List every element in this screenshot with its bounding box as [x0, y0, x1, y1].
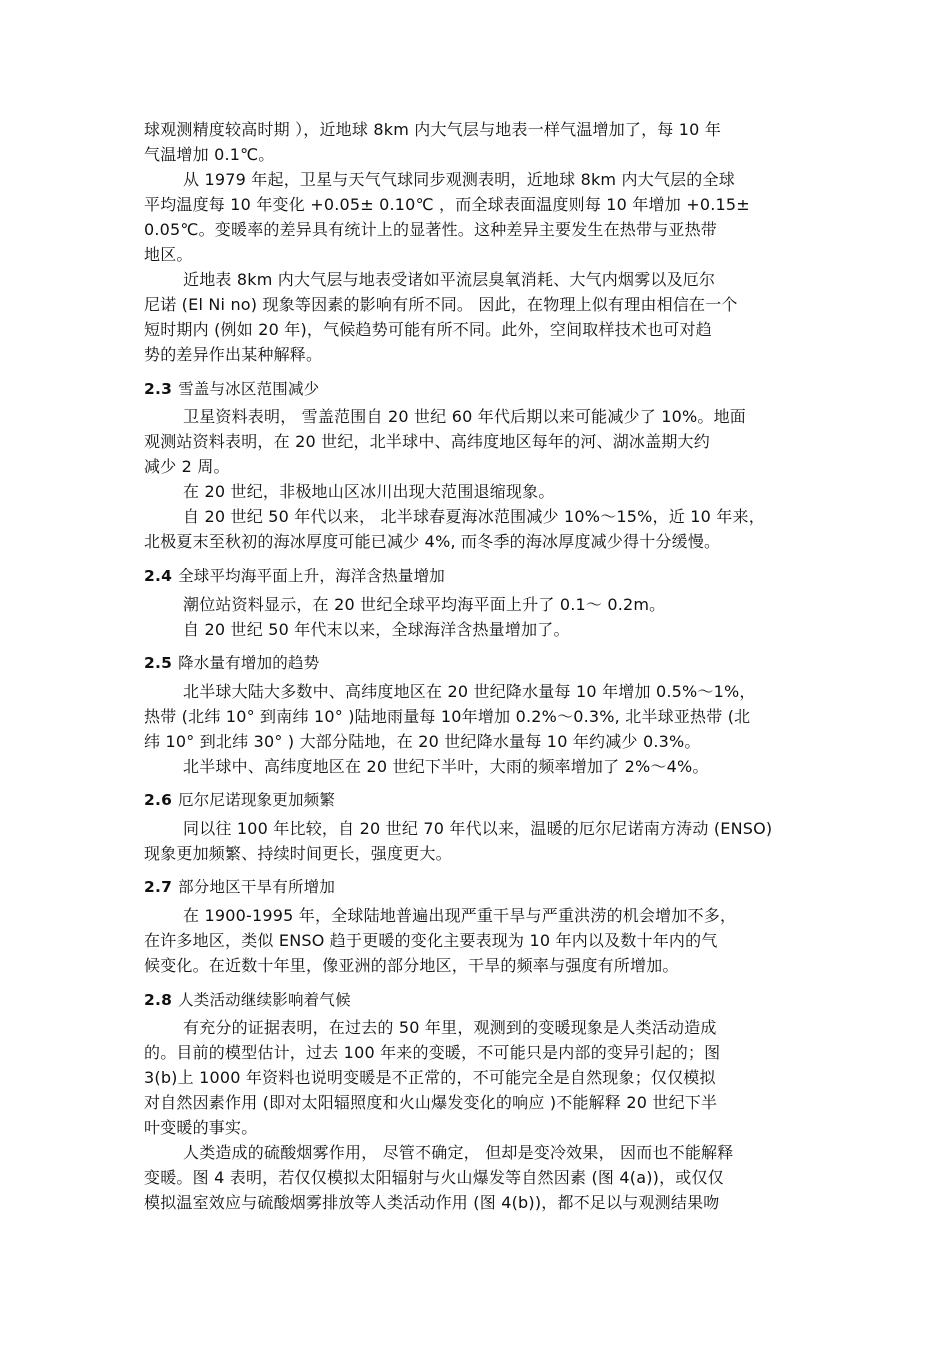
- text-line: 短时期内 (例如 20 年)，气候趋势可能有所不同。此外，空间取样技术也可对趋: [144, 320, 712, 339]
- section-heading: [144, 877, 335, 897]
- text-line: 势的差异作出某种解释。: [144, 345, 323, 364]
- text-line: 在 20 世纪，非极地山区冰川出现大范围退缩现象。: [183, 482, 555, 501]
- section-title: 人类活动继续影响着气候: [178, 991, 351, 1009]
- section-number: 2.6: [144, 791, 173, 809]
- section-title: 雪盖与冰区范围减少: [178, 380, 320, 398]
- text-line: 减少 2 周。: [144, 457, 230, 476]
- text-line: 北半球中、高纬度地区在 20 世纪下半叶，大雨的频率增加了 2%～4%。: [183, 757, 709, 776]
- section-number: 2.3: [144, 380, 173, 398]
- text-line: 北半球大陆大多数中、高纬度地区在 20 世纪降水量每 10 年增加 0.5%～1%，: [183, 682, 756, 701]
- text-line: 观测站资料表明，在 20 世纪，北半球中、高纬度地区每年的河、湖冰盖期大约: [144, 432, 710, 451]
- text-line: 候变化。在近数十年里，像亚洲的部分地区，干旱的频率与强度有所增加。: [144, 956, 679, 975]
- section-heading: [144, 379, 319, 399]
- text-line: 在 1900-1995 年，全球陆地普遍出现严重干旱与严重洪涝的机会增加不多，: [183, 906, 737, 925]
- section-heading: [144, 653, 319, 673]
- text-line: 0.05℃。变暖率的差异具有统计上的显著性。这种差异主要发生在热带与亚热带: [144, 220, 717, 239]
- text-line: 3(b)上 1000 年资料也说明变暖是不正常的，不可能完全是自然现象；仅仅模拟: [144, 1068, 716, 1087]
- text-line: 人类造成的硫酸烟雾作用， 尽管不确定， 但却是变冷效果， 因而也不能解释: [183, 1143, 734, 1162]
- text-line: 卫星资料表明， 雪盖范围自 20 世纪 60 年代后期以来可能减少了 10%。地面: [183, 407, 746, 426]
- text-line: 有充分的证据表明，在过去的 50 年里，观测到的变暖现象是人类活动造成: [183, 1018, 717, 1037]
- section-number: 2.5: [144, 654, 173, 672]
- section-heading: [144, 566, 445, 586]
- text-line: 北极夏末至秋初的海冰厚度可能已减少 4%, 而冬季的海冰厚度减少得十分缓慢。: [144, 532, 721, 551]
- text-line: 对自然因素作用 (即对太阳辐照度和火山爆发变化的响应 )不能解释 20 世纪下半: [144, 1093, 718, 1112]
- section-title: 部分地区干旱有所增加: [178, 878, 336, 896]
- section-title: 降水量有增加的趋势: [178, 654, 320, 672]
- text-line: 模拟温室效应与硫酸烟雾排放等人类活动作用 (图 4(b))，都不足以与观测结果吻: [144, 1193, 720, 1212]
- text-line: 现象更加频繁、持续时间更长，强度更大。: [144, 844, 452, 863]
- text-line: 变暖。图 4 表明，若仅仅模拟太阳辐射与火山爆发等自然因素 (图 4(a))，或仅仅: [144, 1168, 724, 1187]
- text-line: 尼诺 (El Ni no) 现象等因素的影响有所不同。 因此，在物理上似有理由相信在一个: [144, 295, 738, 314]
- text-line: 的。目前的模型估计，过去 100 年来的变暖，不可能只是内部的变异引起的；图: [144, 1043, 721, 1062]
- text-line: 自 20 世纪 50 年代以来， 北半球春夏海冰范围减少 10%～15%，近 10 年来，: [183, 507, 765, 526]
- section-number: 2.4: [144, 567, 173, 585]
- text-line: 纬 10° 到北纬 30° ) 大部分陆地，在 20 世纪降水量每 10 年约减少 0.3%。: [144, 732, 701, 751]
- text-line: 叶变暖的事实。: [144, 1118, 258, 1137]
- text-line: 潮位站资料显示，在 20 世纪全球平均海平面上升了 0.1～ 0.2m。: [183, 595, 666, 614]
- text-line: 自 20 世纪 50 年代末以来，全球海洋含热量增加了。: [183, 620, 570, 639]
- text-line: 平均温度每 10 年变化 +0.05± 0.10℃ ，而全球表面温度则每 10 年增加 +0.15±: [144, 195, 750, 214]
- text-line: 从 1979 年起，卫星与天气气球同步观测表明，近地球 8km 内大气层的全球: [183, 170, 735, 189]
- text-line: 同以往 100 年比较，自 20 世纪 70 年代以来，温暖的厄尔尼诺南方涛动 (ENSO): [183, 819, 773, 838]
- text-line: 气温增加 0.1℃。: [144, 145, 275, 164]
- text-line: 近地表 8km 内大气层与地表受诸如平流层臭氧消耗、大气内烟雾以及厄尔: [183, 270, 716, 289]
- text-line: 热带 (北纬 10° 到南纬 10° )陆地雨量每 10年增加 0.2%～0.3%, 北半球亚热带 (北: [144, 707, 751, 726]
- text-line: 球观测精度较高时期 ），近地球 8km 内大气层与地表一样气温增加了，每 10 年: [144, 120, 722, 139]
- text-line: 在许多地区，类似 ENSO 趋于更暖的变化主要表现为 10 年内以及数十年内的气: [144, 931, 718, 950]
- section-heading: [144, 790, 335, 810]
- section-title: 全球平均海平面上升，海洋含热量增加: [178, 567, 445, 585]
- section-heading: [144, 990, 351, 1010]
- section-number: 2.8: [144, 991, 173, 1009]
- section-title: 厄尔尼诺现象更加频繁: [178, 791, 336, 809]
- text-line: 地区。: [144, 245, 193, 264]
- section-number: 2.7: [144, 878, 173, 896]
